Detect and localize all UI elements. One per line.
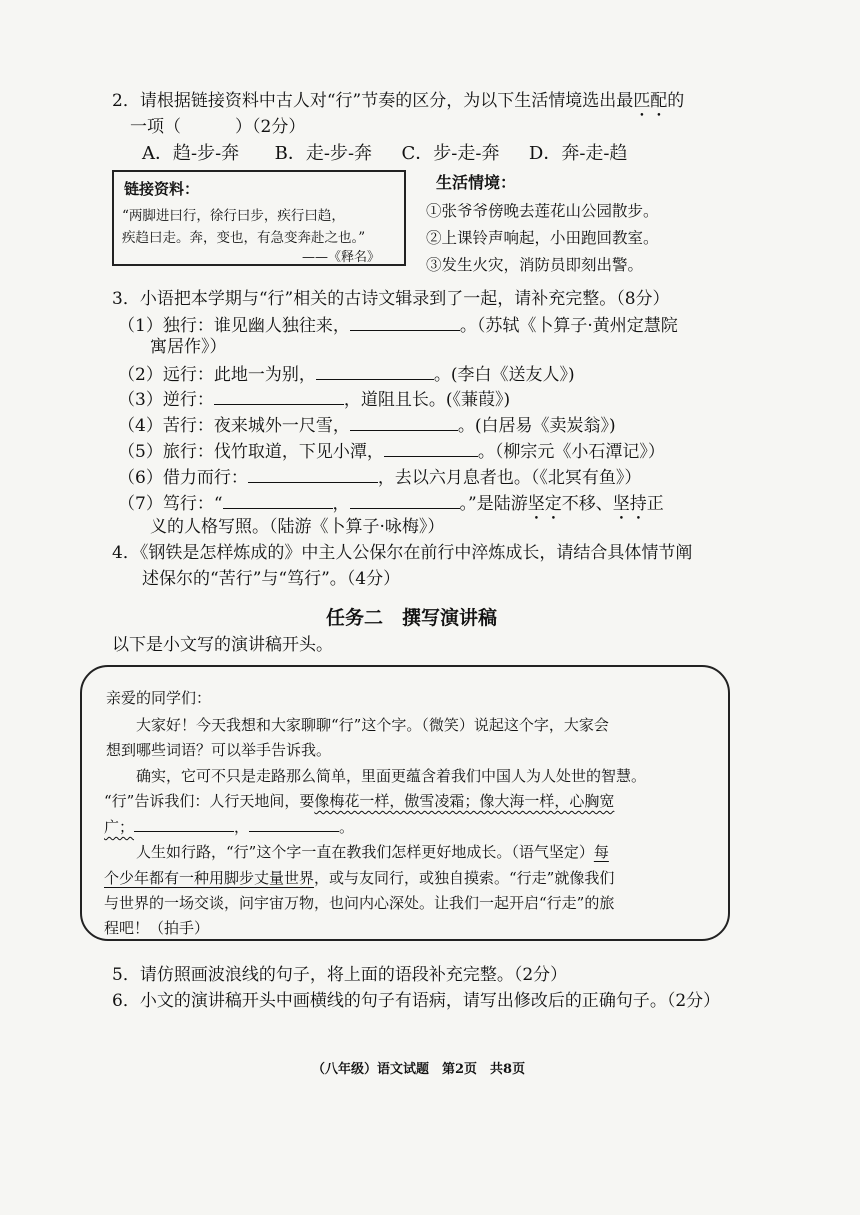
q3-intro: 3．小语把本学期与“行”相关的古诗文辑录到了一起，请补充完整。（8分） — [112, 289, 670, 309]
wavy-sentence: 像梅花一样，傲雪凌霜；像大海一样，心胸宽 — [314, 792, 615, 810]
fill-blank[interactable] — [134, 815, 234, 832]
link-material-line2: 疾趋曰走。奔，变也，有急变奔赴之也。” — [122, 230, 366, 246]
scenario-heading: 生活情境： — [436, 173, 517, 192]
link-material-box — [112, 170, 406, 266]
fill-blank[interactable] — [214, 386, 344, 405]
speech-p1-line1: 大家好！今天我想和大家聊聊“行”这个字。（微笑）说起这个字，大家会 — [106, 716, 609, 734]
fill-blank[interactable] — [249, 815, 339, 832]
fill-blank[interactable] — [350, 490, 460, 509]
option-c: C．步-走-奔 — [401, 143, 500, 164]
speech-p3-line4: 程吧！（拍手） — [104, 919, 210, 937]
q3-item-6: （6）借力而行： ，去以六月息者也。（《北冥有鱼》） — [118, 464, 641, 491]
scenario-item-3: ③发生火灾，消防员即刻出警。 — [426, 256, 644, 274]
task2-intro: 以下是小文写的演讲稿开头。 — [112, 635, 333, 655]
q3-item-5: （5）旅行：伐竹取道，下见小潭， 。（柳宗元《小石潭记》） — [118, 438, 665, 465]
q2-options — [142, 141, 628, 167]
fill-blank[interactable] — [384, 438, 478, 457]
fill-blank[interactable] — [316, 361, 434, 380]
q3-item-1: （1）独行：谁见幽人独往来， 。（苏轼《卜算子·黄州定慧院 — [118, 312, 678, 339]
link-material-line1: “两脚进曰行，徐行曰步，疾行曰趋， — [122, 208, 345, 224]
fill-blank[interactable] — [350, 312, 460, 331]
speech-p1-line2: 想到哪些词语？可以举手告诉我。 — [106, 741, 332, 759]
speech-p2-line2: “行”告诉我们：人行天地间，要像梅花一样，傲雪凌霜；像大海一样，心胸宽 — [104, 792, 615, 810]
q2-line2: 一项（ ）（2分） — [130, 117, 306, 137]
q5: 5．请仿照画波浪线的句子，将上面的语段补充完整。（2分） — [112, 965, 568, 985]
q3-item-1-cont: 寓居作》） — [150, 337, 227, 357]
q3-item-7: （7）笃行：“ ， 。”是陆游坚定不移、坚持正 — [118, 490, 664, 524]
page-footer: （八年级）语文试题 第2页 共8页 — [312, 1062, 526, 1077]
scenario-item-2: ②上课铃声响起，小田跑回教室。 — [426, 229, 659, 247]
q4-line2: 述保尔的“苦行”与“笃行”。（4分） — [142, 569, 401, 589]
speech-greeting: 亲爱的同学们： — [106, 689, 212, 707]
fill-blank[interactable] — [223, 490, 333, 509]
fill-blank[interactable] — [350, 412, 458, 431]
q6: 6．小文的演讲稿开头中画横线的句子有语病，请写出修改后的正确句子。（2分） — [112, 991, 721, 1011]
option-d: D．奔-走-趋 — [528, 143, 628, 164]
q2-line1: 2．请根据链接资料中古人对“行”节奏的区分，为以下生活情境选出最匹配的 — [112, 91, 685, 111]
option-a: A．趋-步-奔 — [142, 143, 240, 164]
speech-p3-line2: 个少年都有一种用脚步丈量世界，或与友同行，或独自摸索。“行走”就像我们 — [104, 869, 615, 887]
underlined-sentence: 个少年都有一种用脚步丈量世界 — [104, 869, 315, 887]
q3-item-7-cont: 义的人格写照。（陆游《卜算子·咏梅》） — [150, 517, 445, 537]
link-material-source: ——《释名》 — [302, 250, 381, 265]
emphasis-dots: 匹配 — [633, 91, 668, 111]
speech-p2-line1: 确实，它可不只是走路那么简单，里面更蕴含着我们中国人为人处世的智慧。 — [106, 767, 647, 785]
q4-line1: 4．《钢铁是怎样炼成的》中主人公保尔在前行中淬炼成长，请结合具体情节阐 — [112, 543, 693, 563]
scenario-item-1: ①张爷爷傍晚去莲花山公园散步。 — [426, 202, 659, 220]
link-material-heading: 链接资料： — [124, 180, 200, 198]
task2-title: 任务二 撰写演讲稿 — [326, 607, 498, 629]
option-b: B．走-步-奔 — [274, 143, 373, 164]
speech-p3-line3: 与世界的一场交谈，问宇宙万物，也问内心深处。让我们一起开启“行走”的旅 — [104, 894, 615, 912]
speech-p2-line3: 广； ， 。 — [104, 815, 354, 837]
q3-item-3: （3）逆行： ，道阻且长。(《蒹葭》) — [118, 386, 510, 413]
speech-p3-line1: 人生如行路，“行”这个字一直在教我们怎样更好地成长。（语气坚定）每 — [106, 843, 609, 861]
fill-blank[interactable] — [248, 464, 378, 483]
q3-item-4: （4）苦行：夜来城外一尺雪， 。(白居易《卖炭翁》) — [118, 412, 616, 439]
q3-item-2: （2）远行：此地一为别， 。(李白《送友人》) — [118, 361, 575, 388]
